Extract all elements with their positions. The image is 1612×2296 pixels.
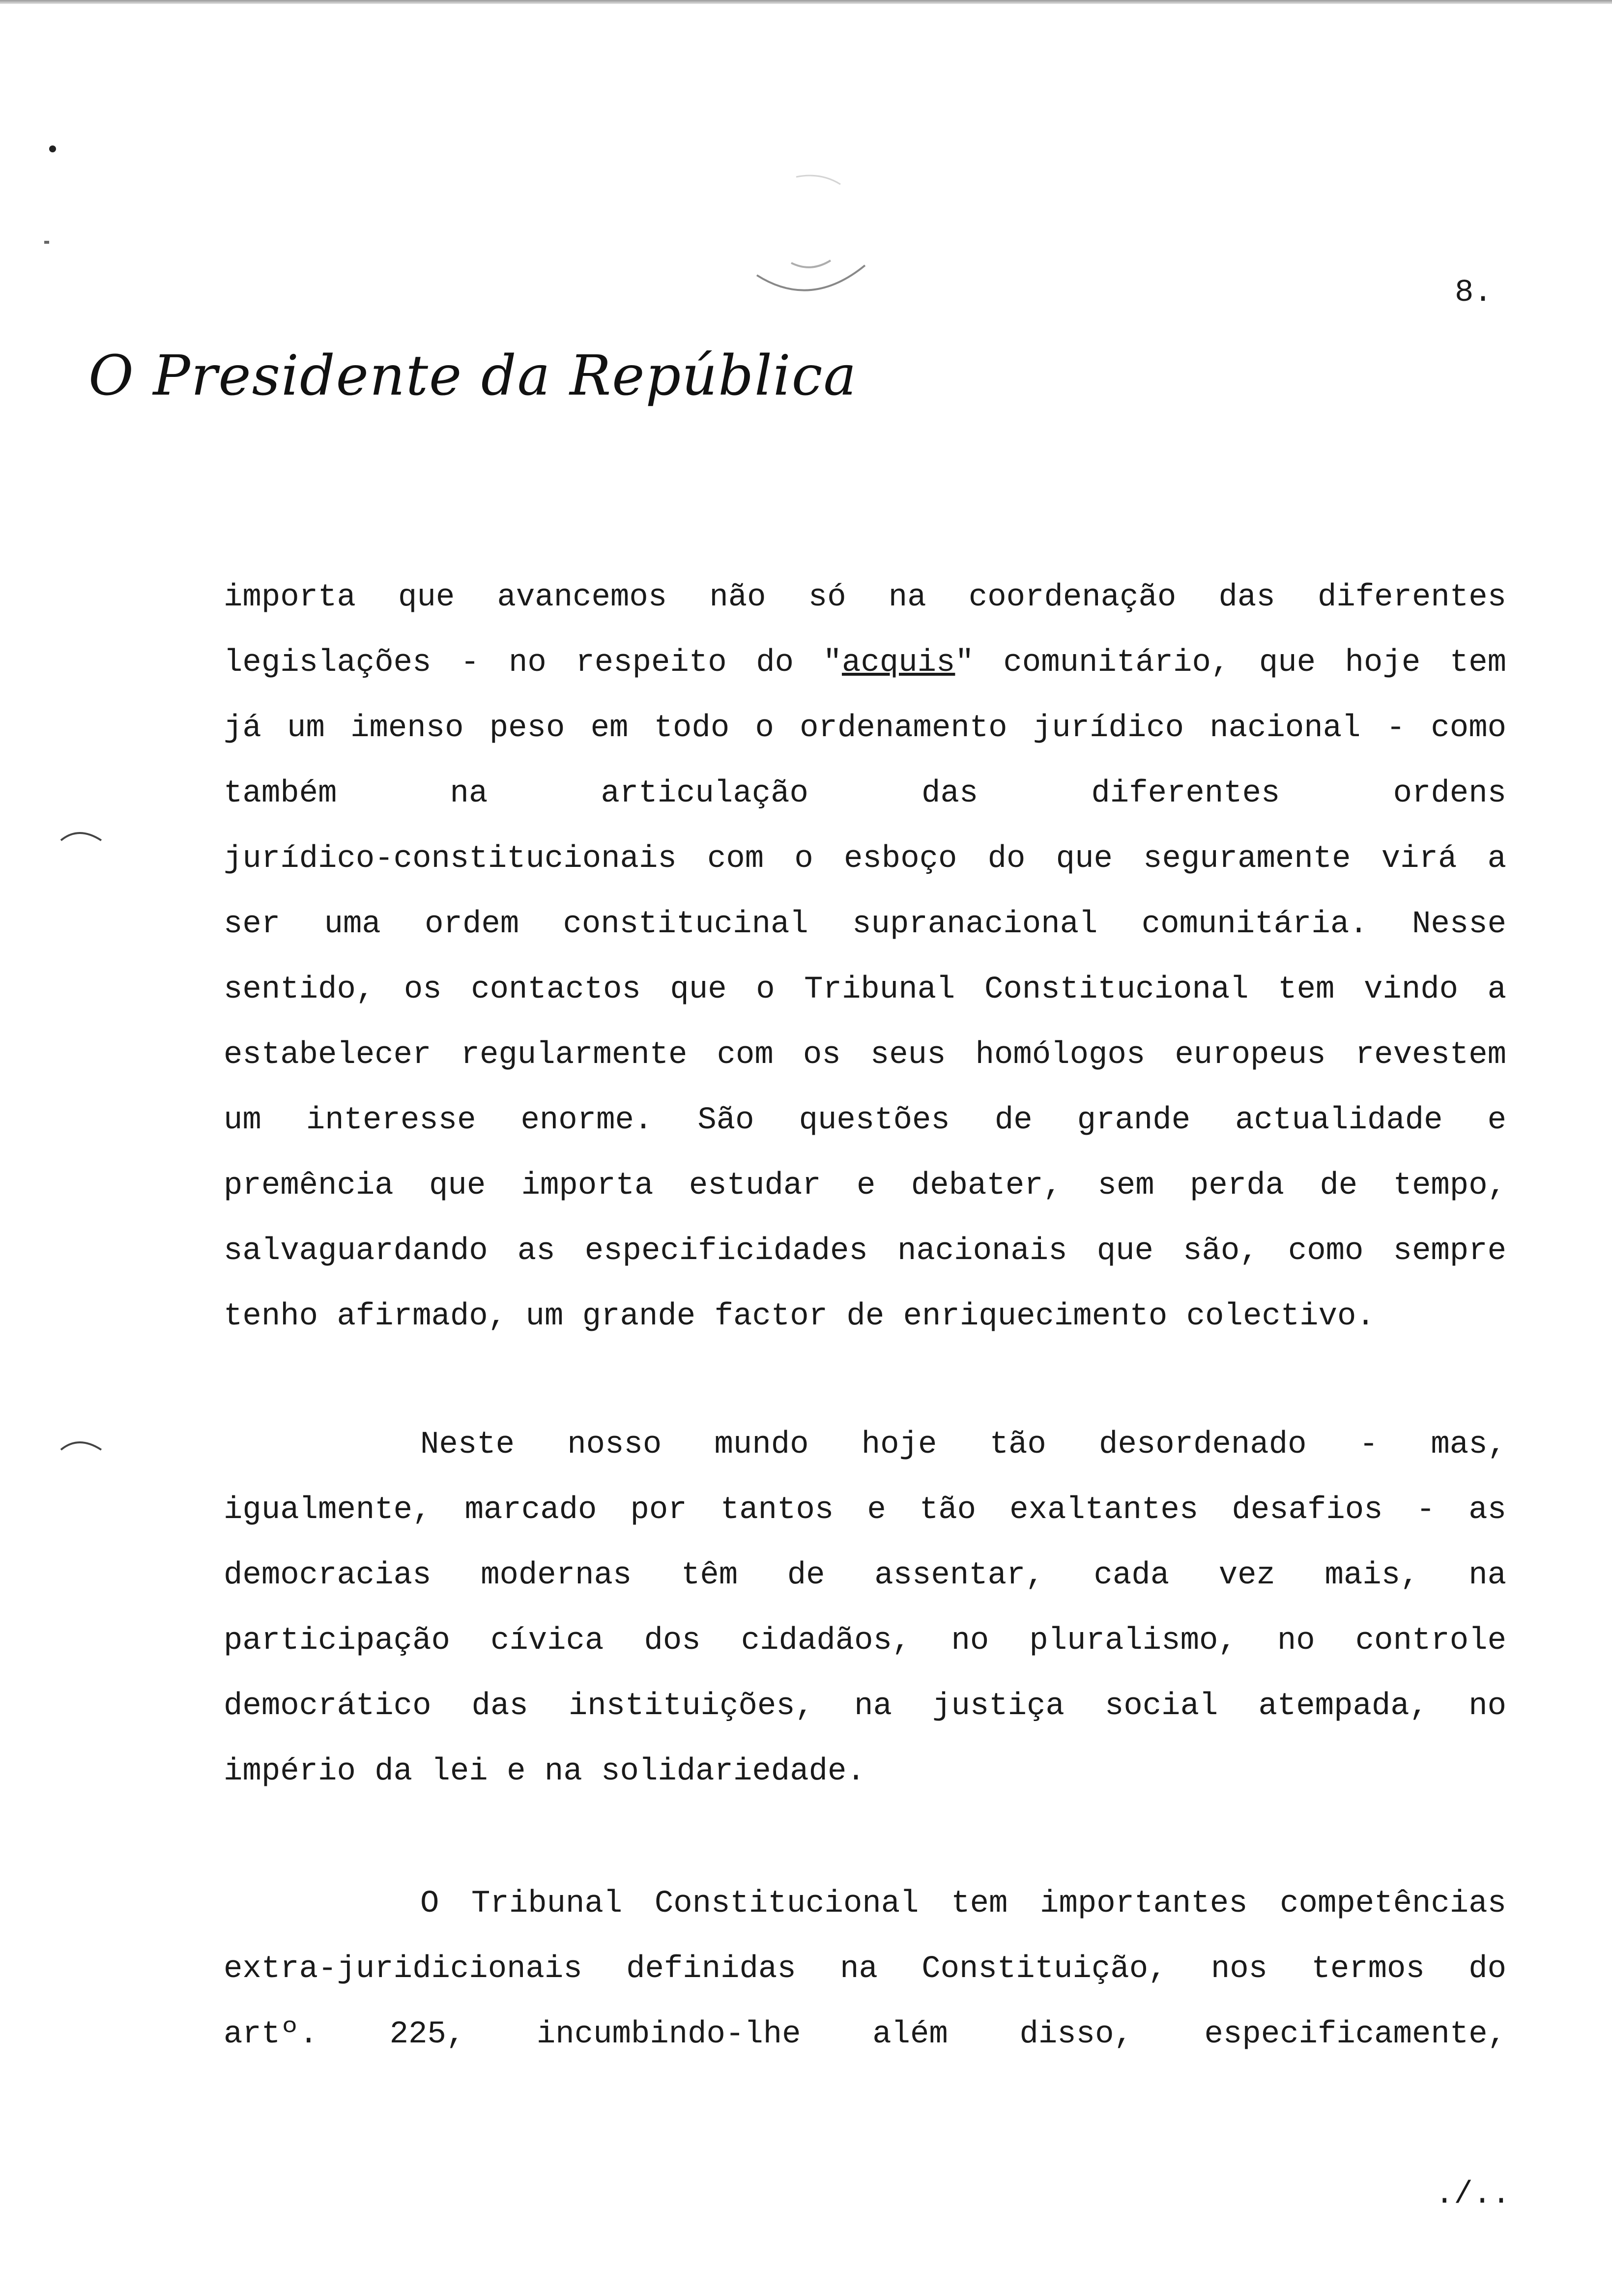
text-line: democrático das instituições, na justiça social atempada, no: [224, 1689, 1506, 1724]
paragraph-1: [224, 565, 1506, 1349]
margin-arc-1: [59, 826, 103, 845]
text-line: democracias modernas têm de assentar, cada vez mais, na: [224, 1558, 1506, 1593]
text-line: salvaguardando as especificidades nacionais que são, como sempre: [224, 1234, 1506, 1269]
text-segment: legislações - no respeito do ": [224, 645, 842, 681]
text-line: sentido, os contactos que o Tribunal Constitucional tem vindo a: [224, 972, 1506, 1007]
text-line-with-underline: [224, 631, 1506, 696]
text-line: Neste nosso mundo hoje tão desordenado - mas,: [420, 1427, 1506, 1463]
text-line: artº. 225, incumbindo-lhe além disso, especificamente,: [224, 2017, 1506, 2052]
text-line: importa que avancemos não só na coordenação das diferentes: [224, 580, 1506, 615]
scan-top-edge: [0, 0, 1612, 4]
text-line: participação cívica dos cidadãos, no pluralismo, no controle: [224, 1623, 1506, 1659]
text-line: tenho afirmado, um grande factor de enriquecimento colectivo.: [224, 1299, 1375, 1334]
text-line: premência que importa estudar e debater, sem perda de tempo,: [224, 1168, 1506, 1204]
text-line: um interesse enorme. São questões de grande actualidade e: [224, 1103, 1506, 1138]
letterhead: O Presidente da República: [88, 344, 858, 408]
paragraph-2: [224, 1412, 1506, 1805]
paragraph-3: [224, 1871, 1506, 2067]
text-line: império da lei e na solidariedade.: [224, 1754, 865, 1789]
text-segment: " comunitário, que hoje tem: [955, 645, 1506, 681]
text-line: também na articulação das diferentes ordens: [224, 776, 1506, 811]
faint-seal-mark: [737, 162, 885, 310]
continuation-mark: ./..: [1435, 2177, 1511, 2212]
text-line: O Tribunal Constitucional tem importantes competências: [420, 1886, 1506, 1922]
margin-tick: [44, 241, 49, 244]
margin-arc-2: [59, 1435, 103, 1455]
page-number: 8.: [1455, 275, 1493, 311]
text-line: já um imenso peso em todo o ordenamento jurídico nacional - como: [224, 711, 1506, 746]
text-line: extra-juridicionais definidas na Constituição, nos termos do: [224, 1952, 1506, 1987]
text-line: ser uma ordem constitucinal supranacional comunitária. Nesse: [224, 907, 1506, 942]
punch-dot: [49, 145, 56, 152]
underlined-term: acquis: [841, 645, 955, 681]
text-line: jurídico-constitucionais com o esboço do que seguramente virá a: [224, 841, 1506, 877]
text-line: estabelecer regularmente com os seus homólogos europeus revestem: [224, 1037, 1506, 1073]
text-line: igualmente, marcado por tantos e tão exaltantes desafios - as: [224, 1492, 1506, 1528]
